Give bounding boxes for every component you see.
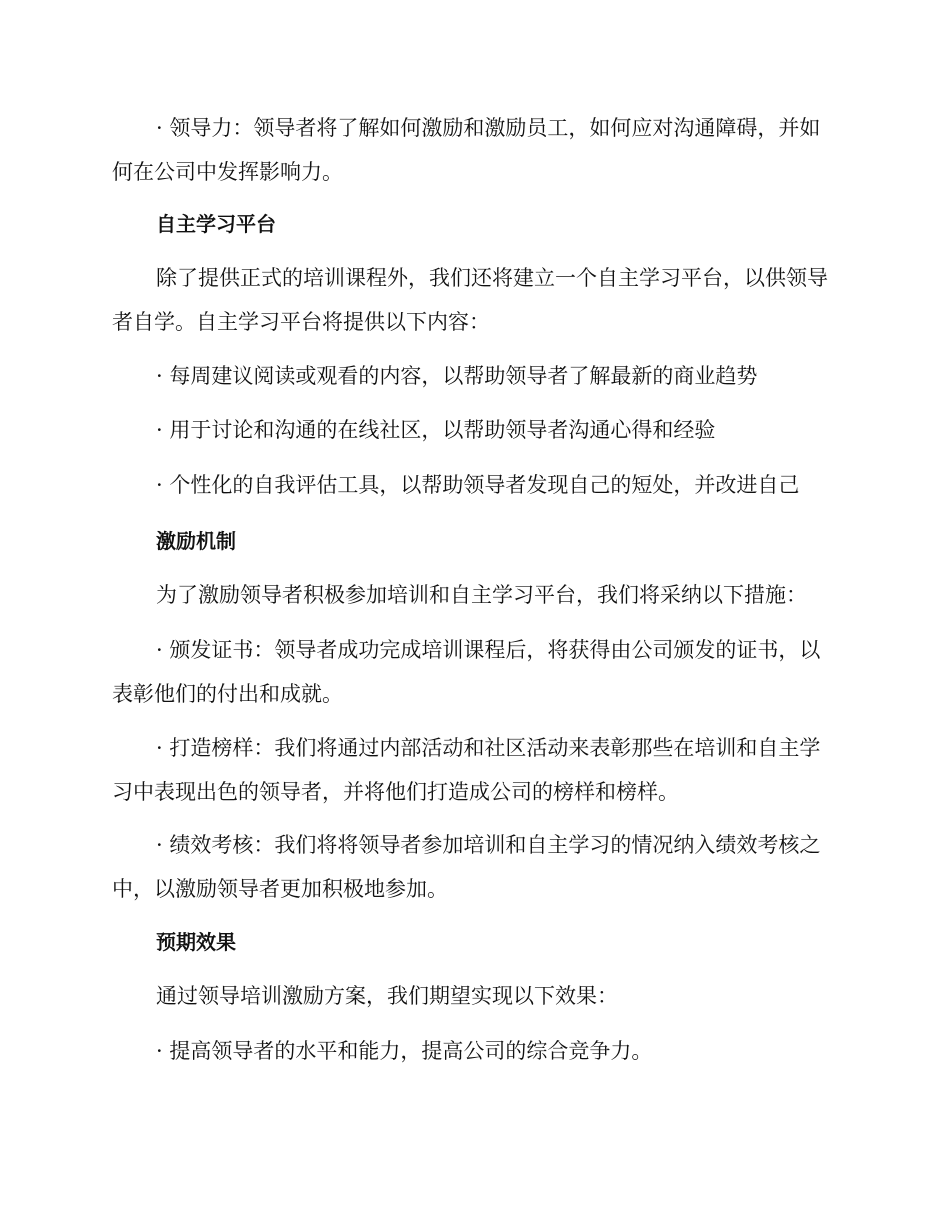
- bullet-certificate: · 颁发证书：领导者成功完成培训课程后，将获得由公司颁发的证书，以表彰他们的付出和成就。: [112, 638, 821, 706]
- paragraph-self-learning-intro: 除了提供正式的培训课程外，我们还将建立一个自主学习平台，以供领导者自学。自主学习平台将提供以下内容：: [112, 266, 828, 334]
- heading-expected-results: 预期效果: [156, 930, 236, 954]
- paragraph-expected-intro: 通过领导培训激励方案，我们期望实现以下效果：: [156, 984, 618, 1008]
- bullet-leadership: · 领导力：领导者将了解如何激励和激励员工，如何应对沟通障碍，并如何在公司中发挥影响力。: [112, 116, 821, 184]
- bullet-performance-review: · 绩效考核：我们将将领导者参加培训和自主学习的情况纳入绩效考核之中，以激励领导者更加积极地参加。: [112, 833, 821, 901]
- heading-self-learning-platform: 自主学习平台: [156, 212, 276, 236]
- bullet-weekly-reading: · 每周建议阅读或观看的内容，以帮助领导者了解最新的商业趋势: [156, 364, 758, 388]
- bullet-role-model: · 打造榜样：我们将通过内部活动和社区活动来表彰那些在培训和自主学习中表现出色的领导者，并将他们打造成公司的榜样和榜样。: [112, 736, 821, 804]
- paragraph-incentive-intro: 为了激励领导者积极参加培训和自主学习平台，我们将采纳以下措施：: [156, 583, 807, 607]
- bullet-self-assessment: · 个性化的自我评估工具，以帮助领导者发现自己的短处，并改进自己: [156, 473, 800, 497]
- bullet-improve-ability: · 提高领导者的水平和能力，提高公司的综合竞争力。: [156, 1039, 653, 1063]
- bullet-online-community: · 用于讨论和沟通的在线社区，以帮助领导者沟通心得和经验: [156, 418, 716, 442]
- heading-incentive-mechanism: 激励机制: [156, 529, 236, 553]
